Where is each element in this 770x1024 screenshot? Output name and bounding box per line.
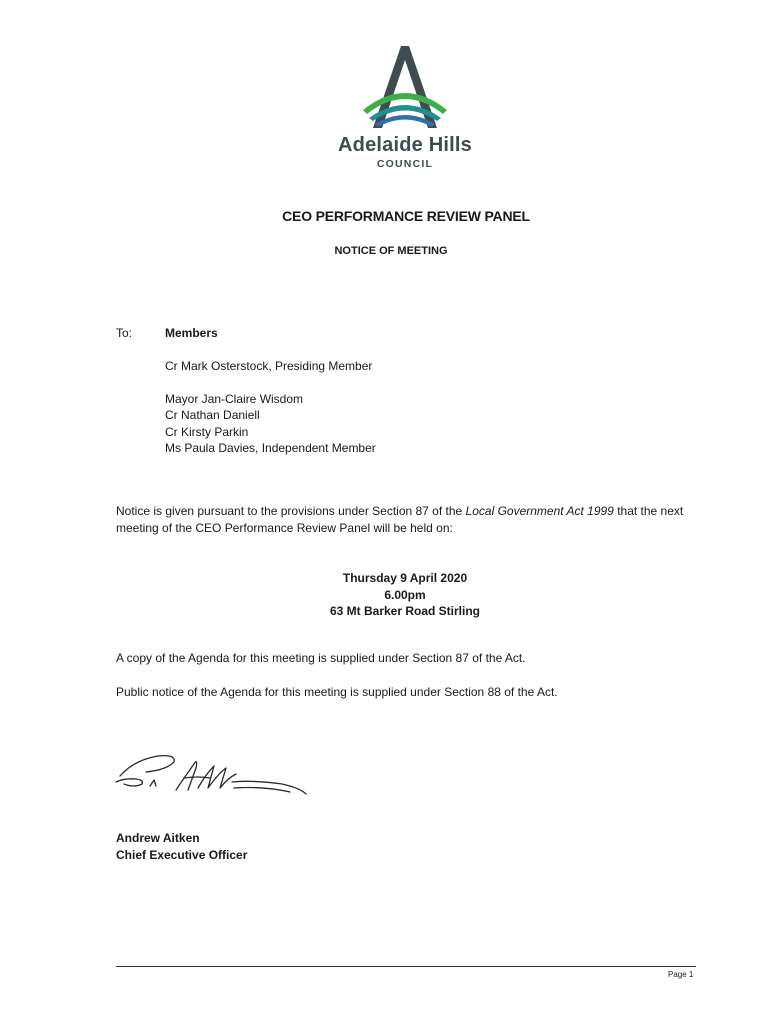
council-logo	[330, 42, 480, 177]
member-name: Mayor Jan-Claire Wisdom	[165, 392, 304, 406]
agenda-public-note: Public notice of the Agenda for this meeting is supplied under Section 88 of the Act.	[116, 685, 558, 699]
notice-text-after: that the next meeting of the CEO Performance Review Panel will be held on:	[116, 504, 684, 535]
footer-divider	[116, 966, 696, 967]
act-title: Local Government Act 1999	[465, 504, 614, 518]
to-label: To:	[116, 326, 133, 340]
meeting-date: Thursday 9 April 2020	[342, 571, 468, 585]
presiding-member: Cr Mark Osterstock, Presiding Member	[165, 359, 373, 373]
council-logo-icon	[355, 42, 455, 132]
document-subtitle: NOTICE OF MEETING	[334, 245, 448, 257]
document-title: CEO PERFORMANCE REVIEW PANEL	[282, 208, 530, 224]
members-heading: Members	[165, 326, 218, 340]
meeting-venue: 63 Mt Barker Road Stirling	[329, 604, 481, 618]
notice-text-before: Notice is given pursuant to the provisions under Section 87 of the	[116, 504, 466, 518]
logo-name: Adelaide Hills	[338, 134, 472, 156]
page-number: Page 1	[668, 970, 694, 979]
member-name: Ms Paula Davies, Independent Member	[165, 441, 376, 455]
member-name: Cr Kirsty Parkin	[165, 425, 249, 439]
logo-subtitle: COUNCIL	[376, 158, 434, 170]
meeting-time: 6.00pm	[384, 588, 426, 602]
member-name: Cr Nathan Daniell	[165, 408, 260, 422]
signer-title: Chief Executive Officer	[116, 848, 248, 862]
signature-image	[114, 748, 310, 804]
agenda-copy-note: A copy of the Agenda for this meeting is supplied under Section 87 of the Act.	[116, 651, 526, 665]
signer-name: Andrew Aitken	[116, 831, 200, 845]
notice-paragraph	[116, 503, 696, 537]
